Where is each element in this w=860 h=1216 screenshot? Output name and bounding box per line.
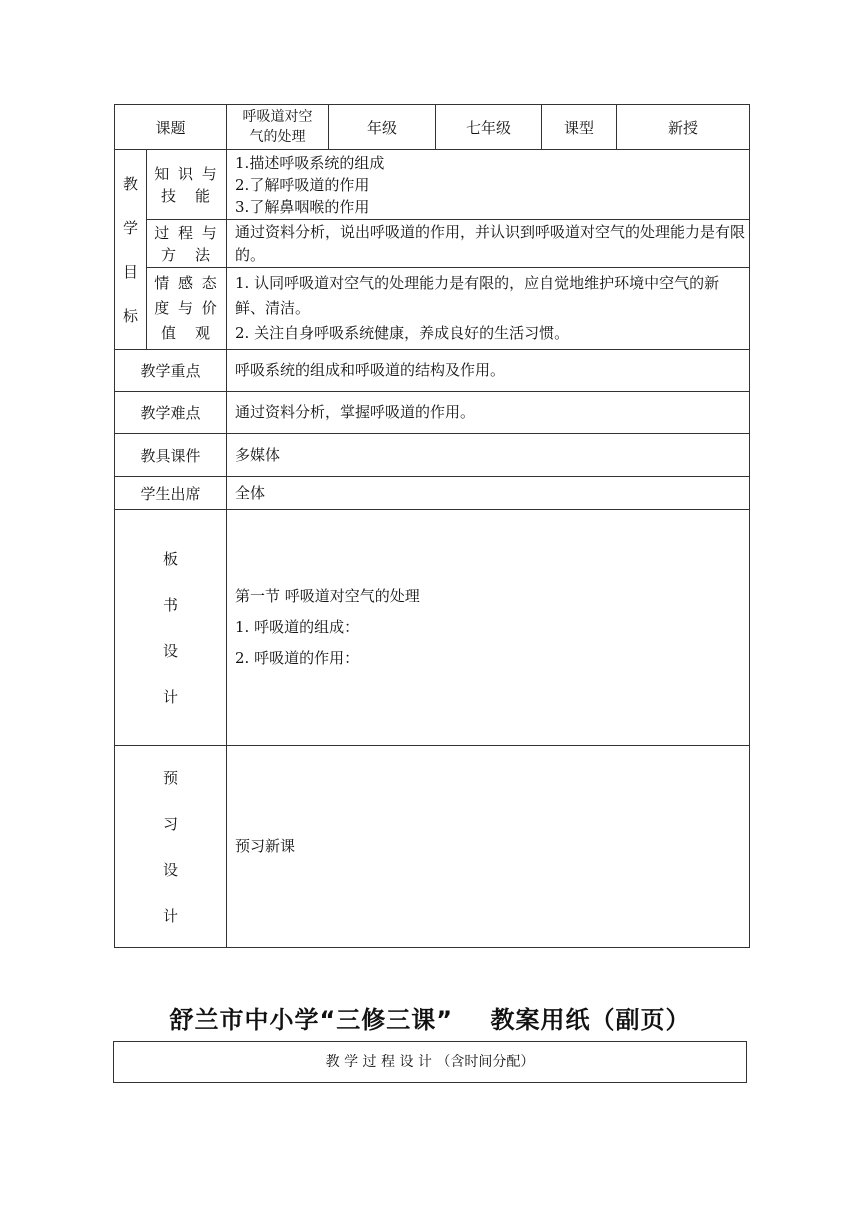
knowledge-label: 知 识 与 技 能: [147, 150, 227, 220]
knowledge-content: 1.描述呼吸系统的组成 2.了解呼吸道的作用 3.了解鼻咽喉的作用: [227, 150, 750, 220]
preview-design-content: 预习新课: [227, 746, 750, 948]
board-design-row: [115, 510, 750, 746]
topic-value: 呼吸道对空 气的处理: [227, 105, 329, 150]
tools-row: [115, 434, 750, 477]
board-design-content: 第一节 呼吸道对空气的处理 1. 呼吸道的组成： 2. 呼吸道的作用：: [227, 510, 750, 746]
objective-process-row: [115, 220, 750, 268]
key-point-value: 呼吸系统的组成和呼吸道的结构及作用。: [227, 350, 750, 392]
process-design-header: 教 学 过 程 设 计 （含时间分配）: [113, 1041, 747, 1083]
key-point-row: [115, 350, 750, 392]
lesson-plan-table: [114, 104, 750, 948]
process-label: 过 程 与 方 法: [147, 220, 227, 268]
page-title: 舒兰市中小学“三修三课” 教案用纸（副页）: [169, 1006, 691, 1034]
difficulty-value: 通过资料分析，掌握呼吸道的作用。: [227, 392, 750, 434]
emotion-content: 1. 认同呼吸道对空气的处理能力是有限的，应自觉地维护环境中空气的新鲜、清洁。 2. 关注自身呼吸系统健康，养成良好的生活习惯。: [227, 268, 750, 350]
grade-label: 年级: [329, 105, 436, 150]
topic-label: 课题: [115, 105, 227, 150]
preview-design-label: 预 习 设 计: [115, 746, 227, 948]
key-point-label: 教学重点: [115, 350, 227, 392]
type-value: 新授: [617, 105, 750, 150]
attendance-row: [115, 477, 750, 510]
type-label: 课型: [542, 105, 617, 150]
preview-design-row: [115, 746, 750, 948]
objective-knowledge-row: [115, 150, 750, 220]
difficulty-label: 教学难点: [115, 392, 227, 434]
emotion-label: 情 感 态 度 与 价 值 观: [147, 268, 227, 350]
attendance-value: 全体: [227, 477, 750, 510]
difficulty-row: [115, 392, 750, 434]
board-design-label: 板 书 设 计: [115, 510, 227, 746]
header-row: [115, 105, 750, 150]
objectives-label: 教 学 目 标: [115, 150, 147, 350]
grade-value: 七年级: [436, 105, 542, 150]
process-content: 通过资料分析，说出呼吸道的作用，并认识到呼吸道对空气的处理能力是有限的。: [227, 220, 750, 268]
tools-label: 教具课件: [115, 434, 227, 477]
tools-value: 多媒体: [227, 434, 750, 477]
objective-emotion-row: [115, 268, 750, 350]
attendance-label: 学生出席: [115, 477, 227, 510]
